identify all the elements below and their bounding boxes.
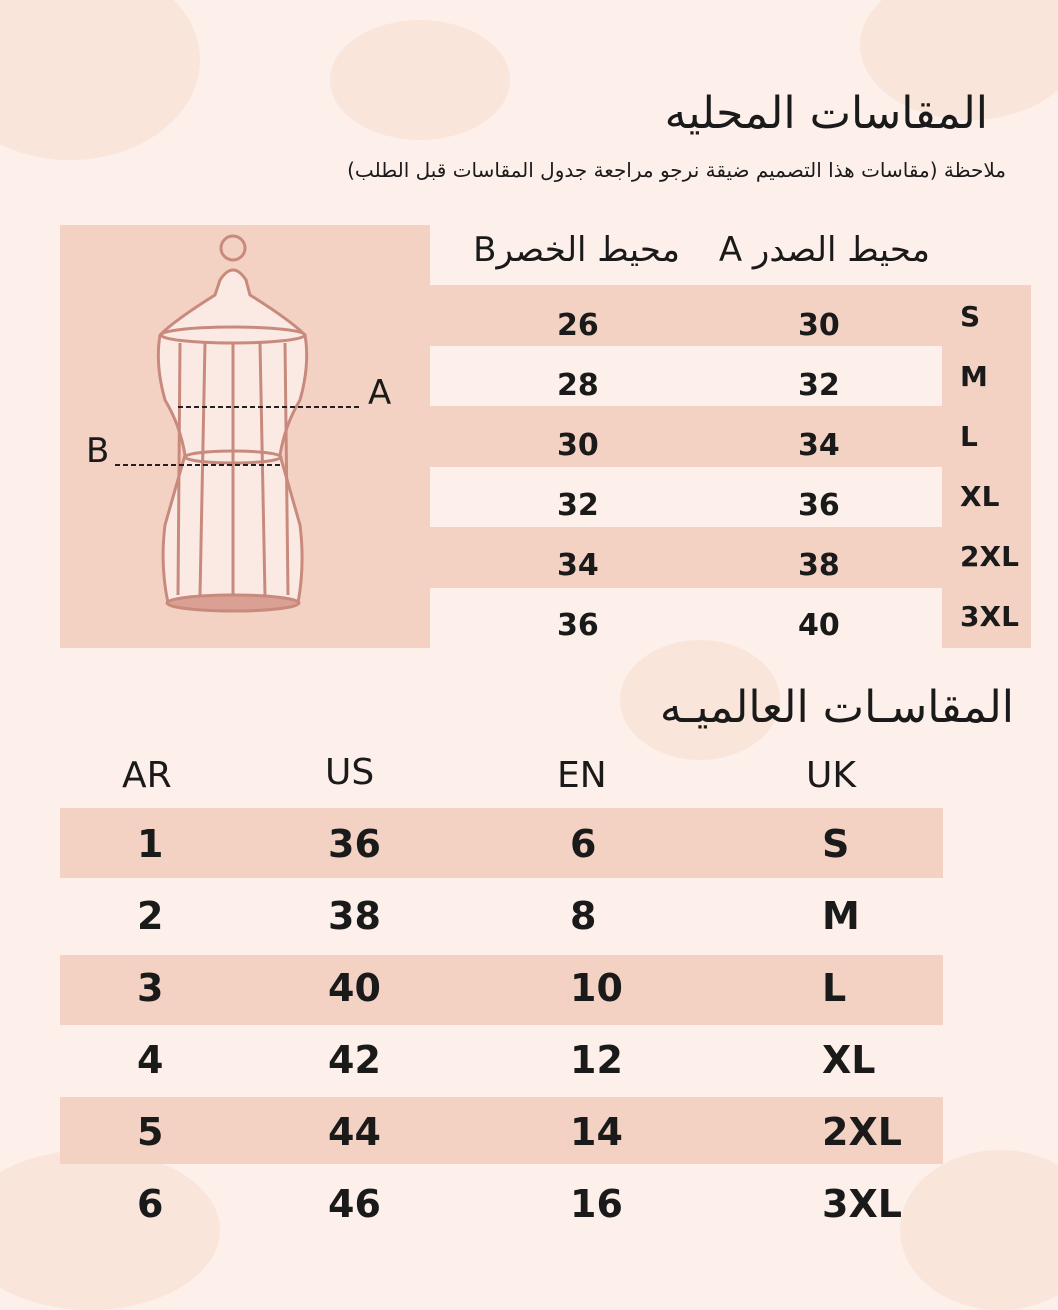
waist-cell: 30 [557,428,599,463]
us-cell: 36 [328,822,381,866]
row-band [60,1097,943,1164]
row-band [430,527,1031,588]
row-band [60,955,943,1025]
waist-cell: 28 [557,368,599,403]
background-decoration [0,1150,220,1310]
sizing-note: ملاحظة (مقاسات هذا التصميم ضيقة نرجو مراجعة جدول المقاسات قبل الطلب) [347,158,1006,182]
col-header-en: EN [557,755,607,796]
waist-cell: 26 [557,308,599,343]
marker-a: A [368,373,392,413]
row-band [430,406,1031,467]
marker-b: B [86,431,110,471]
uk-cell: 3XL [822,1182,902,1226]
chest-cell: 40 [798,608,840,643]
ar-cell: 4 [137,1038,164,1082]
en-cell: 10 [570,966,623,1010]
chest-cell: 32 [798,368,840,403]
background-decoration [900,1150,1058,1310]
en-cell: 8 [570,894,597,938]
background-decoration [330,20,510,140]
chest-cell: 30 [798,308,840,343]
col-header-us: US [325,752,375,793]
size-cell: L [960,420,978,453]
us-cell: 42 [328,1038,381,1082]
size-cell: M [960,360,988,393]
waist-cell: 34 [557,548,599,583]
row-band [430,285,1031,346]
col-header-waist: محيط الخصرB [473,230,680,270]
chest-cell: 34 [798,428,840,463]
col-header-ar: AR [122,755,172,796]
mannequin-illustration [60,225,430,648]
local-sizes-title: المقاسات المحليه [664,88,988,139]
us-cell: 38 [328,894,381,938]
en-cell: 16 [570,1182,623,1226]
col-header-uk: UK [806,755,856,796]
mannequin-panel [60,225,430,648]
ar-cell: 6 [137,1182,164,1226]
chest-cell: 38 [798,548,840,583]
waist-cell: 32 [557,488,599,523]
background-decoration [0,0,200,160]
size-cell: 3XL [960,600,1019,633]
size-cell: XL [960,480,1000,513]
size-cell: 2XL [960,540,1019,573]
us-cell: 46 [328,1182,381,1226]
global-sizes-title: المقاسـات العالميـه [659,682,1014,733]
en-cell: 12 [570,1038,623,1082]
size-cell: S [960,300,981,333]
ar-cell: 5 [137,1110,164,1154]
chest-cell: 36 [798,488,840,523]
row-band [60,808,943,878]
ar-cell: 3 [137,966,164,1010]
uk-cell: S [822,822,850,866]
uk-cell: L [822,966,847,1010]
uk-cell: 2XL [822,1110,902,1154]
waist-cell: 36 [557,608,599,643]
en-cell: 14 [570,1110,623,1154]
us-cell: 44 [328,1110,381,1154]
us-cell: 40 [328,966,381,1010]
ar-cell: 1 [137,822,164,866]
ar-cell: 2 [137,894,164,938]
en-cell: 6 [570,822,597,866]
uk-cell: XL [822,1038,876,1082]
uk-cell: M [822,894,860,938]
col-header-chest: محيط الصدر A [718,230,930,270]
